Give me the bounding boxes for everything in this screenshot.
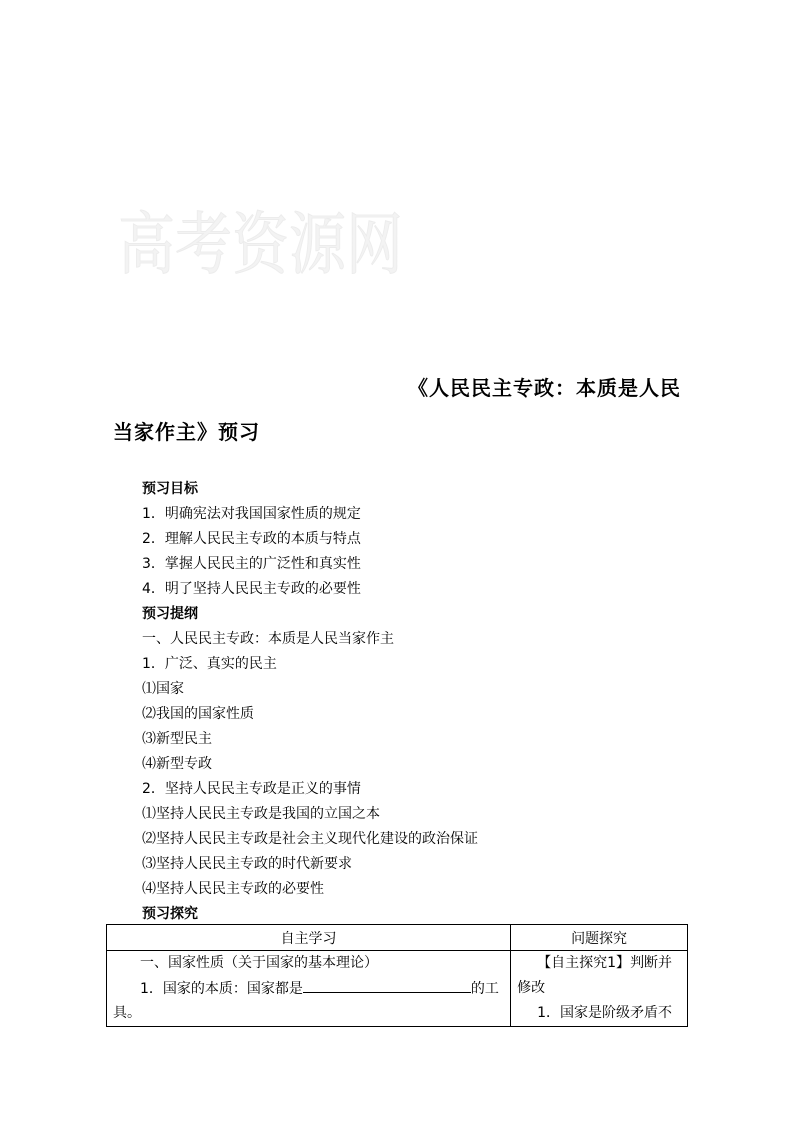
- outline-item: ⑴国家: [142, 681, 184, 697]
- column-header-inquiry: 问题探究: [511, 925, 688, 951]
- inquiry-cell: [511, 951, 688, 1027]
- outline-item: ⑷坚持人民民主专政的必要性: [142, 881, 324, 897]
- objective-item: 1．明确宪法对我国国家性质的规定: [142, 506, 361, 522]
- objective-item: 3．掌握人民民主的广泛性和真实性: [142, 556, 361, 572]
- inquiry-line: 1．国家是阶级矛盾不: [537, 1005, 673, 1021]
- inquiry-instruction: 判断并: [630, 955, 673, 971]
- page-title-line1: 《人民民主专政：本质是人民: [408, 376, 681, 400]
- outline-item: 一、人民民主专政：本质是人民当家作主: [142, 631, 394, 647]
- self-study-suffix: 的工: [470, 981, 499, 997]
- objectives-heading: 预习目标: [142, 481, 198, 497]
- inquiry-tag: 【自主探究1】: [537, 955, 631, 971]
- outline-item: ⑵坚持人民民主专政是社会主义现代化建设的政治保证: [142, 831, 478, 847]
- inquiry-line: 修改: [517, 980, 546, 996]
- fill-in-blank[interactable]: [303, 976, 471, 993]
- explore-table: [106, 924, 688, 1027]
- explore-heading: 预习探究: [142, 906, 198, 922]
- outline-heading: 预习提纲: [142, 606, 198, 622]
- outline-item: ⑴坚持人民民主专政是我国的立国之本: [142, 806, 380, 822]
- outline-item: ⑶坚持人民民主专政的时代新要求: [142, 856, 352, 872]
- outline-item: 2．坚持人民民主专政是正义的事情: [142, 781, 361, 797]
- watermark-logo: [118, 138, 408, 298]
- outline-item: ⑷新型专政: [142, 756, 212, 772]
- self-study-cell: [107, 951, 511, 1027]
- objective-item: 4．明了坚持人民民主专政的必要性: [142, 581, 361, 597]
- self-study-line: 一、国家性质（关于国家的基本理论）: [140, 955, 378, 971]
- outline-item: ⑵我国的国家性质: [142, 706, 254, 722]
- outline-item: ⑶新型民主: [142, 731, 212, 747]
- inquiry-line: [511, 951, 687, 976]
- table-header-row: [107, 925, 688, 951]
- table-row: [107, 951, 688, 1027]
- self-study-line: 具。: [113, 1005, 141, 1021]
- outline-item: 1．广泛、真实的民主: [142, 656, 277, 672]
- svg-text:高考资源网: 高考资源网: [118, 206, 403, 285]
- column-header-self-study: 自主学习: [107, 925, 511, 951]
- self-study-line: [107, 976, 510, 1001]
- self-study-prefix: 1．国家的本质：国家都是: [140, 981, 303, 997]
- page-title-line2: 当家作主》预习: [113, 420, 260, 444]
- objective-item: 2．理解人民民主专政的本质与特点: [142, 531, 361, 547]
